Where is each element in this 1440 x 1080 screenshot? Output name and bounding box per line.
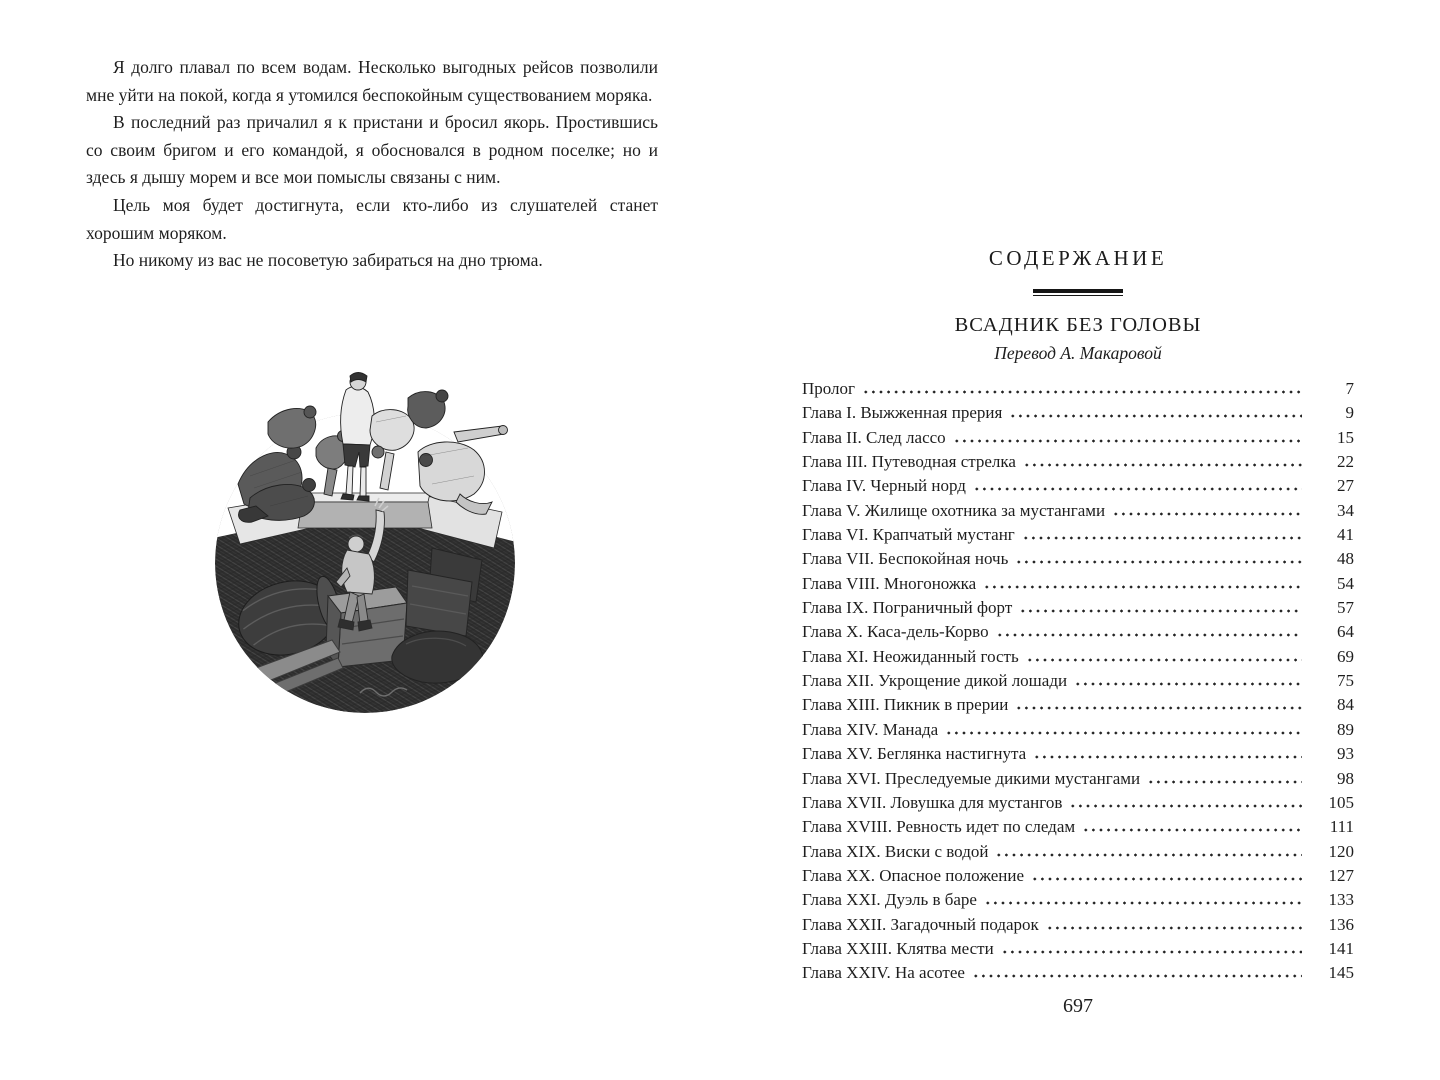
toc-entry [802,523,1354,547]
toc-leader-dots [1015,706,1302,710]
toc-entry [802,742,1354,766]
toc-entry-title: Глава II. След лассо [802,427,946,447]
toc-entry-title: Глава XVIII. Ревность идет по следам [802,817,1076,837]
toc-entry-page: 27 [1337,476,1354,496]
toc-entry-page: 98 [1337,768,1354,788]
toc-entry [802,620,1354,644]
toc-entry-title: Глава XVII. Ловушка для мустангов [802,792,1063,812]
toc-entry-title: Глава V. Жилище охотника за мустангами [802,500,1106,520]
toc-leader-dots [1112,512,1302,516]
toc-entry-title: Глава VIII. Многоножка [802,573,977,593]
toc-entry-title: Глава XX. Опасное положение [802,865,1025,885]
toc-entry-title: Глава IV. Черный норд [802,476,966,496]
toc-entry [802,572,1354,596]
paragraph: Но никому из вас не посоветую забираться на дно трюма. [113,250,543,271]
toc-entry-title: Глава XXIV. На асотее [802,963,965,983]
toc-entry [802,401,1354,425]
toc-entry-title: Пролог [802,379,856,398]
toc-entry-page: 89 [1337,719,1354,739]
toc-entry [802,937,1354,961]
toc-entry [802,547,1354,571]
boy-in-hold-engraving-illustration [210,356,518,716]
toc-entry [802,840,1354,864]
toc-leader-dots [945,731,1302,735]
rule-thick-bar [1033,289,1123,293]
toc-entry-page: 84 [1337,695,1354,715]
toc-leader-dots [983,585,1302,589]
toc-entry-page: 111 [1329,817,1354,837]
toc-entry [802,499,1354,523]
rule-thin-bar [1033,295,1123,296]
toc-leader-dots [1001,950,1302,954]
toc-entry-title: Глава XII. Укрощение дикой лошади [802,671,1068,691]
toc-entry-page: 15 [1337,427,1354,447]
toc-entry-page: 41 [1337,525,1354,545]
toc-entry-page: 57 [1337,598,1354,618]
toc-entry-title: Глава VI. Крапчатый мустанг [802,525,1015,545]
toc-entry-title: Глава X. Каса-дель-Корво [802,622,989,642]
toc-entry-title: Глава XVI. Преследуемые дикими мустангами [802,768,1141,788]
toc-entry-title: Глава III. Путеводная стрелка [802,452,1016,472]
toc-entry [802,426,1354,450]
paragraph: В последний раз причалил я к пристани и бросил якорь. Простившись со своим бригом и его командой, я обосновался в родном поселке; но и здесь я дышу морем и все мои помыслы связаны с ним. [86,112,658,188]
toc-leader-dots [1019,609,1302,613]
toc-list [802,377,1354,986]
toc-entry-title: Глава XXIII. Клятва мести [802,938,994,958]
toc-entry-page: 75 [1337,671,1354,691]
toc-entry-page: 127 [1328,865,1354,885]
toc-leader-dots [1147,780,1302,784]
toc-entry-title: Глава XI. Неожиданный гость [802,646,1019,666]
toc-leader-dots [995,853,1302,857]
toc-leader-dots [1031,877,1302,881]
toc-leader-dots [1015,560,1302,564]
toc-leader-dots [1082,828,1302,832]
body-text [86,54,658,275]
toc-entry [802,474,1354,498]
toc-leader-dots [953,439,1302,443]
toc-entry-page: 9 [1345,403,1354,423]
toc-leader-dots [1023,463,1302,467]
toc-entry-page: 64 [1337,622,1354,642]
translator-line: Перевод А. Макаровой [994,343,1162,363]
toc-leader-dots [1022,536,1302,540]
toc-entry-page: 54 [1337,573,1354,593]
heading-rule [802,283,1354,301]
toc-entry [802,718,1354,742]
toc-entry-page: 145 [1328,963,1354,983]
toc-entry [802,961,1354,985]
toc-entry [802,767,1354,791]
toc-leader-dots [973,487,1302,491]
paragraph: Я долго плавал по всем водам. Несколько выгодных рейсов позволили мне уйти на покой, когда я утомился беспокойным существованием моряка. [86,57,658,105]
paragraph: Цель моя будет достигнута, если кто-либо из слушателей станет хорошим моряком. [86,194,658,243]
page-number: 697 [1063,995,1093,1017]
toc-entry-page: 22 [1337,452,1354,472]
toc-leader-dots [996,633,1302,637]
book-title: ВСАДНИК БЕЗ ГОЛОВЫ [954,314,1202,336]
toc-entry [802,596,1354,620]
toc-leader-dots [862,390,1302,394]
toc-leader-dots [1046,926,1302,930]
toc-entry-title: Глава XIII. Пикник в прерии [802,695,1009,715]
toc-entry-title: Глава XIX. Виски с водой [802,841,989,861]
toc-leader-dots [1069,804,1302,808]
engraving-vignette [210,356,518,716]
toc-entry-title: Глава XV. Беглянка настигнута [802,744,1027,764]
toc-entry [802,693,1354,717]
toc-entry [802,815,1354,839]
toc-entry [802,791,1354,815]
toc-entry-title: Глава I. Выжженная прерия [802,403,1003,423]
toc-entry [802,888,1354,912]
toc-entry-title: Глава IX. Пограничный форт [802,598,1013,618]
toc-leader-dots [1009,414,1302,418]
toc-entry [802,669,1354,693]
toc-entry [802,864,1354,888]
toc-leader-dots [1074,682,1302,686]
toc-entry-page: 141 [1328,938,1354,958]
toc-entry-page: 34 [1337,500,1354,520]
toc-entry [802,450,1354,474]
toc-entry-title: Глава XXI. Дуэль в баре [802,890,977,910]
toc-leader-dots [984,901,1302,905]
toc-entry-title: Глава XIV. Манада [802,719,939,739]
toc-entry-title: Глава VII. Беспокойная ночь [802,549,1009,569]
toc-entry-page: 120 [1328,841,1354,861]
toc-leader-dots [1033,755,1302,759]
toc-entry [802,377,1354,401]
toc-heading: СОДЕРЖАНИЕ [988,246,1168,270]
toc-entry [802,913,1354,937]
toc-entry-page: 136 [1328,914,1354,934]
toc-entry-page: 48 [1337,549,1354,569]
toc-entry-page: 93 [1337,744,1354,764]
toc-entry [802,645,1354,669]
toc-leader-dots [972,974,1302,978]
toc-leader-dots [1026,658,1302,662]
toc-entry-page: 105 [1328,792,1354,812]
toc-entry-page: 69 [1337,646,1354,666]
toc-entry-page: 7 [1345,379,1354,398]
toc-entry-page: 133 [1328,890,1354,910]
toc-entry-title: Глава XXII. Загадочный подарок [802,914,1039,934]
